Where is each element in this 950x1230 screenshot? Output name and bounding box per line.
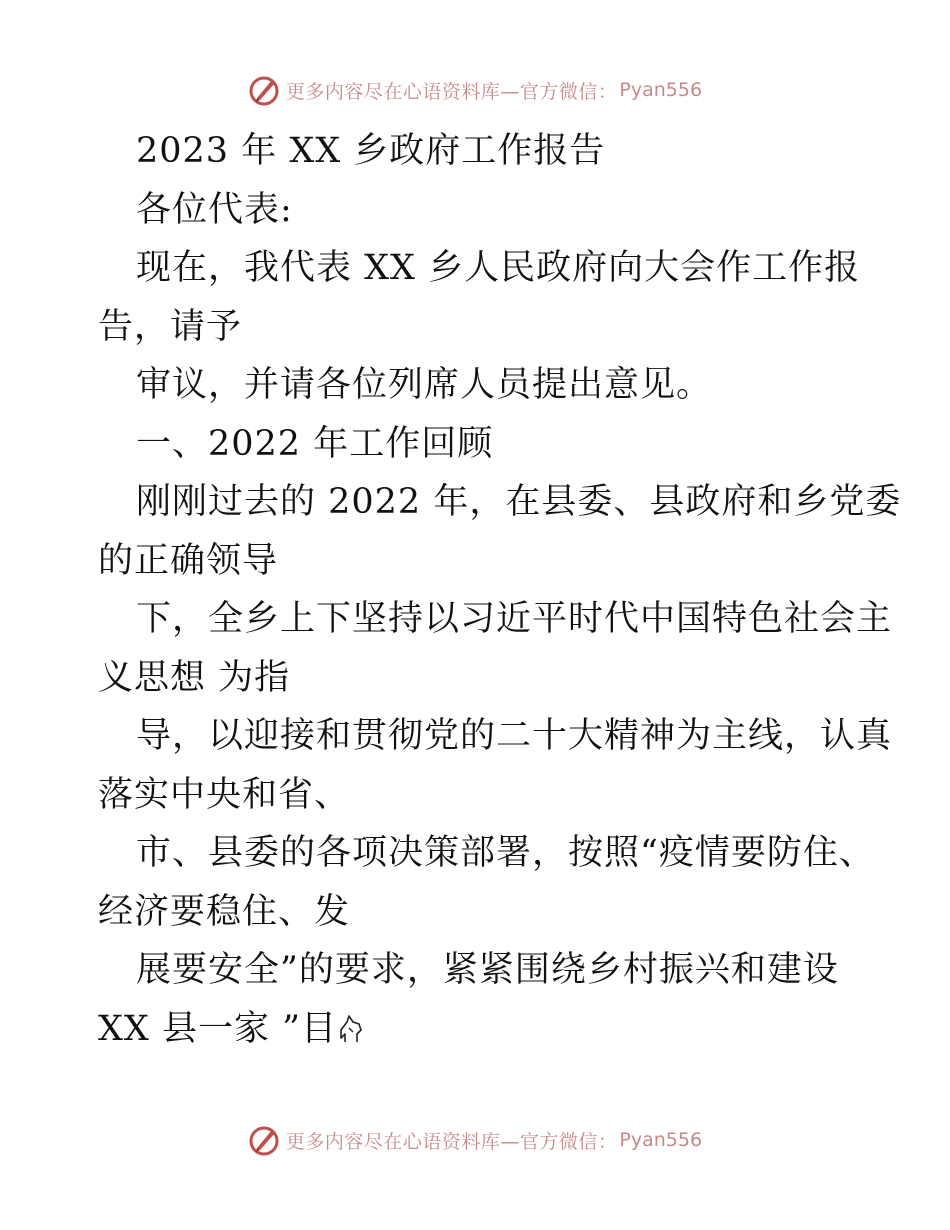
paragraph-line: 义思想 为指 <box>98 657 291 698</box>
paragraph-line: 下，全乡上下坚持以习近平时代中国特色社会主 <box>136 599 893 639</box>
salutation: 各位代表: <box>136 189 293 230</box>
watermark-wechat-id: Pyan556 <box>619 1129 703 1151</box>
paragraph-line: 市、县委的各项决策部署，按照“疫情要防住、 <box>136 833 875 873</box>
paragraph-line: 导，以迎接和贯彻党的二十大精神为主线，认真 <box>136 716 893 756</box>
paragraph-line: 刚刚过去的 2022 年，在县委、县政府和乡党委 <box>136 482 902 522</box>
paragraph-line: 展要安全”的要求，紧紧围绕乡村振兴和建设 <box>136 950 839 990</box>
paragraph-line-text: XX 县一家 ”目 <box>98 1008 337 1049</box>
quill-logo-icon <box>248 74 280 106</box>
paragraph-line: 现在，我代表 XX 乡人民政府向大会作工作报 <box>136 248 861 288</box>
document-body <box>98 122 902 1058</box>
watermark-wechat-id: Pyan556 <box>619 79 703 101</box>
watermark-header <box>0 70 950 110</box>
watermark-footer <box>0 1120 950 1160</box>
broken-glyph-icon <box>337 1012 367 1046</box>
paragraph-line: 告，请予 <box>98 306 243 347</box>
paragraph-line: 的正确领导 <box>98 540 279 581</box>
watermark-text: 更多内容尽在心语资料库—官方微信： <box>285 1130 618 1153</box>
paragraph-line: 落实中央和省、 <box>98 774 351 815</box>
paragraph-line: 经济要稳住、发 <box>98 891 351 932</box>
document-title: 2023 年 XX 乡政府工作报告 <box>136 131 606 171</box>
watermark-text: 更多内容尽在心语资料库—官方微信： <box>285 80 618 103</box>
paragraph-line: 审议，并请各位列席人员提出意见。 <box>136 365 713 405</box>
quill-logo-icon <box>248 1124 280 1156</box>
section-heading: 一、2022 年工作回顾 <box>136 423 494 464</box>
paragraph-line-last <box>98 1000 858 1059</box>
